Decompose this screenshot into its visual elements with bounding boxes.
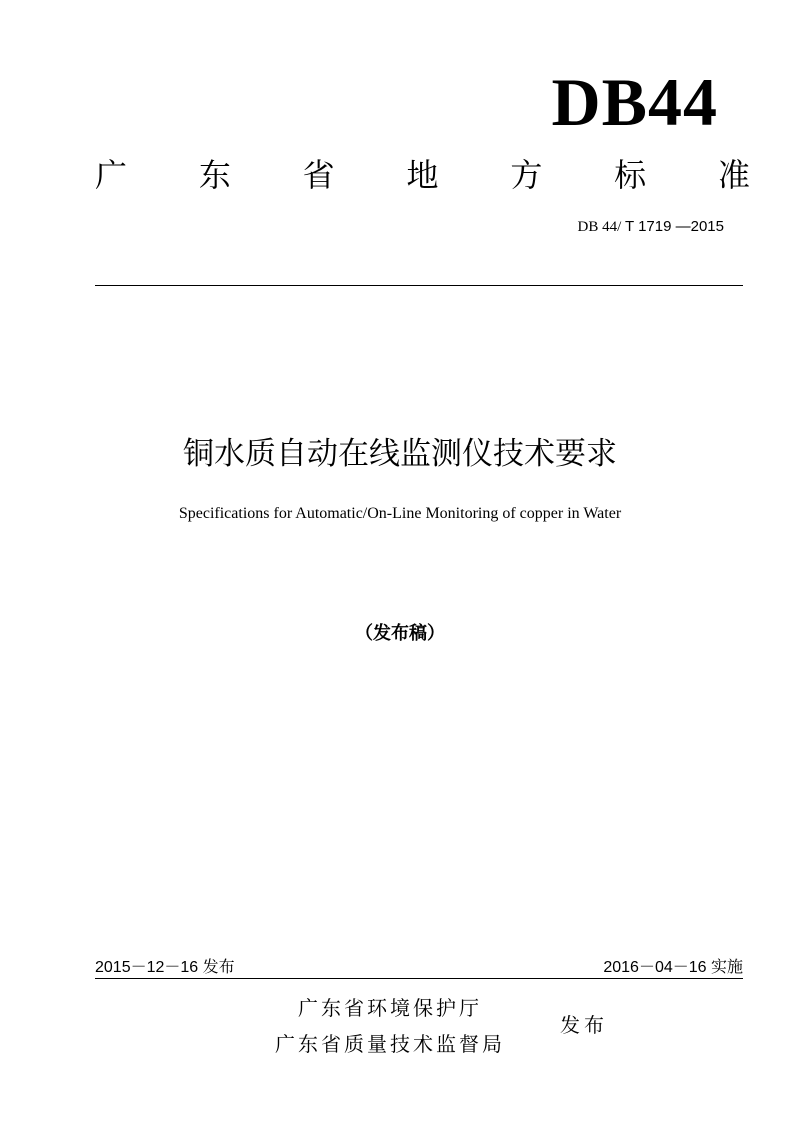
draft-status-label: （发布稿） xyxy=(355,623,445,644)
standard-number-code: T 1719 —2015 xyxy=(625,218,724,235)
standard-type-char: 标 xyxy=(614,156,647,194)
standard-number-prefix: DB 44/ xyxy=(577,219,626,235)
standard-type-heading xyxy=(95,154,750,196)
issue-date: 2015－12－16 发布 xyxy=(95,959,235,976)
issuer-environmental-department: 广东省环境保护厅 xyxy=(298,996,482,1020)
publish-label: 发布 xyxy=(560,1013,608,1037)
document-title: 铜水质自动在线监测仪技术要求 xyxy=(183,436,617,472)
standard-type-char: 地 xyxy=(406,156,439,194)
standard-type-char: 东 xyxy=(198,156,231,194)
standard-type-char: 省 xyxy=(302,156,335,194)
header-divider xyxy=(95,285,743,286)
standard-type-char: 方 xyxy=(510,156,543,194)
standard-type-char: 广 xyxy=(95,156,128,194)
standard-type-char: 准 xyxy=(717,156,750,194)
standard-number xyxy=(578,216,724,238)
document-title-english: Specifications for Automatic/On-Line Monitoring of copper in Water xyxy=(178,505,622,522)
standard-code-logo: DB44 xyxy=(551,64,718,140)
implementation-date: 2016－04－16 实施 xyxy=(603,959,743,976)
footer-divider xyxy=(95,978,743,979)
issuing-authorities xyxy=(240,990,540,1062)
issuer-quality-bureau: 广东省质量技术监督局 xyxy=(275,1032,505,1056)
